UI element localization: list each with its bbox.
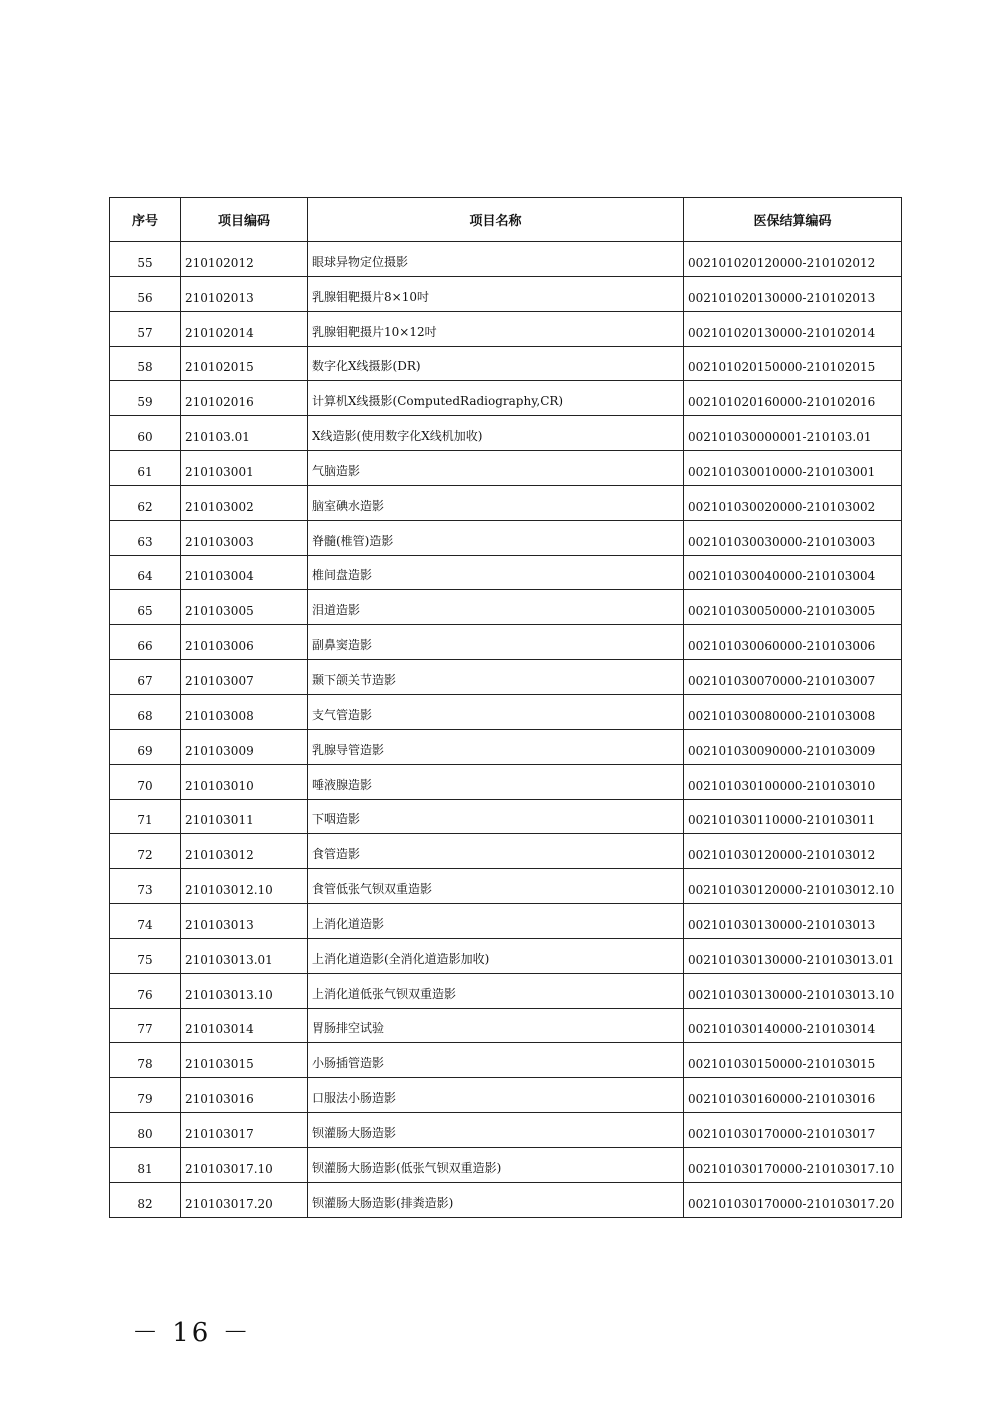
cell-name: 唾液腺造影 [308,764,684,799]
header-row [110,198,902,242]
table-row [110,346,902,381]
cell-insurance-code: 002101030170000-210103017 [684,1113,902,1148]
table-row [110,485,902,520]
cell-insurance-code: 002101030120000-210103012.10 [684,869,902,904]
table-row [110,764,902,799]
table-row [110,660,902,695]
table-row [110,451,902,486]
cell-seq: 59 [110,381,181,416]
cell-insurance-code: 002101030170000-210103017.20 [684,1182,902,1217]
cell-name: 食管造影 [308,834,684,869]
cell-name: X线造影(使用数字化X线机加收) [308,416,684,451]
cell-seq: 70 [110,764,181,799]
table-row [110,869,902,904]
cell-name: 钡灌肠大肠造影(排粪造影) [308,1182,684,1217]
cell-name: 泪道造影 [308,590,684,625]
cell-code: 210103012 [181,834,308,869]
cell-seq: 60 [110,416,181,451]
cell-code: 210103.01 [181,416,308,451]
header-name: 项目名称 [308,198,684,242]
cell-name: 钡灌肠大肠造影(低张气钡双重造影) [308,1147,684,1182]
cell-insurance-code: 002101030170000-210103017.10 [684,1147,902,1182]
cell-code: 210103017.10 [181,1147,308,1182]
table-row [110,1008,902,1043]
table-row [110,694,902,729]
cell-name: 上消化道低张气钡双重造影 [308,973,684,1008]
cell-seq: 64 [110,555,181,590]
cell-seq: 66 [110,625,181,660]
cell-insurance-code: 002101030070000-210103007 [684,660,902,695]
table-row [110,1182,902,1217]
cell-insurance-code: 002101030040000-210103004 [684,555,902,590]
table-row [110,416,902,451]
cell-insurance-code: 002101020130000-210102013 [684,276,902,311]
cell-name: 计算机X线摄影(ComputedRadiography,CR) [308,381,684,416]
cell-seq: 65 [110,590,181,625]
cell-insurance-code: 002101030130000-210103013.01 [684,938,902,973]
table-row [110,625,902,660]
table-row [110,1113,902,1148]
cell-name: 副鼻窦造影 [308,625,684,660]
cell-code: 210102015 [181,346,308,381]
cell-seq: 57 [110,311,181,346]
cell-code: 210103012.10 [181,869,308,904]
table-row [110,381,902,416]
table-row [110,729,902,764]
cell-insurance-code: 002101030150000-210103015 [684,1043,902,1078]
table-row [110,242,902,277]
table-row [110,590,902,625]
cell-insurance-code: 002101030060000-210103006 [684,625,902,660]
cell-insurance-code: 002101030050000-210103005 [684,590,902,625]
cell-insurance-code: 002101030090000-210103009 [684,729,902,764]
cell-seq: 80 [110,1113,181,1148]
cell-name: 乳腺钼靶摄片10×12吋 [308,311,684,346]
cell-name: 颞下颌关节造影 [308,660,684,695]
cell-name: 胃肠排空试验 [308,1008,684,1043]
cell-seq: 73 [110,869,181,904]
cell-seq: 77 [110,1008,181,1043]
cell-insurance-code: 002101030130000-210103013.10 [684,973,902,1008]
cell-code: 210102012 [181,242,308,277]
cell-code: 210103007 [181,660,308,695]
table-header [110,198,902,242]
cell-name: 上消化道造影(全消化道造影加收) [308,938,684,973]
cell-code: 210103015 [181,1043,308,1078]
table-row [110,1147,902,1182]
cell-seq: 68 [110,694,181,729]
cell-name: 乳腺钼靶摄片8×10吋 [308,276,684,311]
table-row [110,555,902,590]
table-row [110,1078,902,1113]
table-row [110,311,902,346]
cell-seq: 75 [110,938,181,973]
cell-insurance-code: 002101020160000-210102016 [684,381,902,416]
cell-insurance-code: 002101030120000-210103012 [684,834,902,869]
cell-code: 210103013 [181,904,308,939]
cell-seq: 58 [110,346,181,381]
cell-insurance-code: 002101020150000-210102015 [684,346,902,381]
table-row [110,904,902,939]
cell-code: 210103002 [181,485,308,520]
cell-name: 小肠插管造影 [308,1043,684,1078]
cell-name: 气脑造影 [308,451,684,486]
cell-code: 210103010 [181,764,308,799]
table-row [110,520,902,555]
cell-insurance-code: 002101030020000-210103002 [684,485,902,520]
table-row [110,973,902,1008]
cell-insurance-code: 002101030080000-210103008 [684,694,902,729]
cell-code: 210102016 [181,381,308,416]
cell-code: 210103001 [181,451,308,486]
cell-code: 210103013.01 [181,938,308,973]
cell-code: 210103017 [181,1113,308,1148]
cell-name: 食管低张气钡双重造影 [308,869,684,904]
table-row [110,276,902,311]
cell-code: 210103016 [181,1078,308,1113]
cell-name: 钡灌肠大肠造影 [308,1113,684,1148]
cell-seq: 81 [110,1147,181,1182]
cell-code: 210103004 [181,555,308,590]
cell-seq: 55 [110,242,181,277]
cell-code: 210103011 [181,799,308,834]
cell-code: 210103014 [181,1008,308,1043]
cell-insurance-code: 002101030010000-210103001 [684,451,902,486]
header-seq: 序号 [110,198,181,242]
cell-code: 210103013.10 [181,973,308,1008]
cell-seq: 61 [110,451,181,486]
cell-name: 口服法小肠造影 [308,1078,684,1113]
cell-seq: 76 [110,973,181,1008]
cell-insurance-code: 002101030100000-210103010 [684,764,902,799]
cell-name: 上消化道造影 [308,904,684,939]
cell-seq: 78 [110,1043,181,1078]
cell-seq: 74 [110,904,181,939]
table-row [110,799,902,834]
fee-table-container [109,197,901,1218]
cell-seq: 69 [110,729,181,764]
table-row [110,834,902,869]
cell-name: 椎间盘造影 [308,555,684,590]
cell-insurance-code: 002101020130000-210102014 [684,311,902,346]
cell-name: 脊髓(椎管)造影 [308,520,684,555]
cell-name: 脑室碘水造影 [308,485,684,520]
cell-seq: 63 [110,520,181,555]
cell-seq: 62 [110,485,181,520]
fee-table [109,197,902,1218]
header-insurance-code: 医保结算编码 [684,198,902,242]
cell-code: 210102013 [181,276,308,311]
cell-insurance-code: 002101030140000-210103014 [684,1008,902,1043]
table-body [110,242,902,1218]
cell-insurance-code: 002101030160000-210103016 [684,1078,902,1113]
cell-name: 下咽造影 [308,799,684,834]
header-code: 项目编码 [181,198,308,242]
cell-name: 眼球异物定位摄影 [308,242,684,277]
cell-name: 支气管造影 [308,694,684,729]
cell-seq: 82 [110,1182,181,1217]
cell-code: 210103005 [181,590,308,625]
cell-code: 210103017.20 [181,1182,308,1217]
cell-seq: 72 [110,834,181,869]
cell-code: 210103006 [181,625,308,660]
cell-insurance-code: 002101020120000-210102012 [684,242,902,277]
cell-name: 数字化X线摄影(DR) [308,346,684,381]
cell-name: 乳腺导管造影 [308,729,684,764]
cell-insurance-code: 002101030130000-210103013 [684,904,902,939]
table-row [110,938,902,973]
cell-insurance-code: 002101030110000-210103011 [684,799,902,834]
cell-seq: 79 [110,1078,181,1113]
page-number: － 16 － [132,1318,252,1348]
cell-insurance-code: 002101030030000-210103003 [684,520,902,555]
cell-code: 210103009 [181,729,308,764]
cell-seq: 56 [110,276,181,311]
cell-code: 210102014 [181,311,308,346]
cell-code: 210103003 [181,520,308,555]
table-row [110,1043,902,1078]
cell-code: 210103008 [181,694,308,729]
cell-seq: 71 [110,799,181,834]
cell-insurance-code: 002101030000001-210103.01 [684,416,902,451]
cell-seq: 67 [110,660,181,695]
